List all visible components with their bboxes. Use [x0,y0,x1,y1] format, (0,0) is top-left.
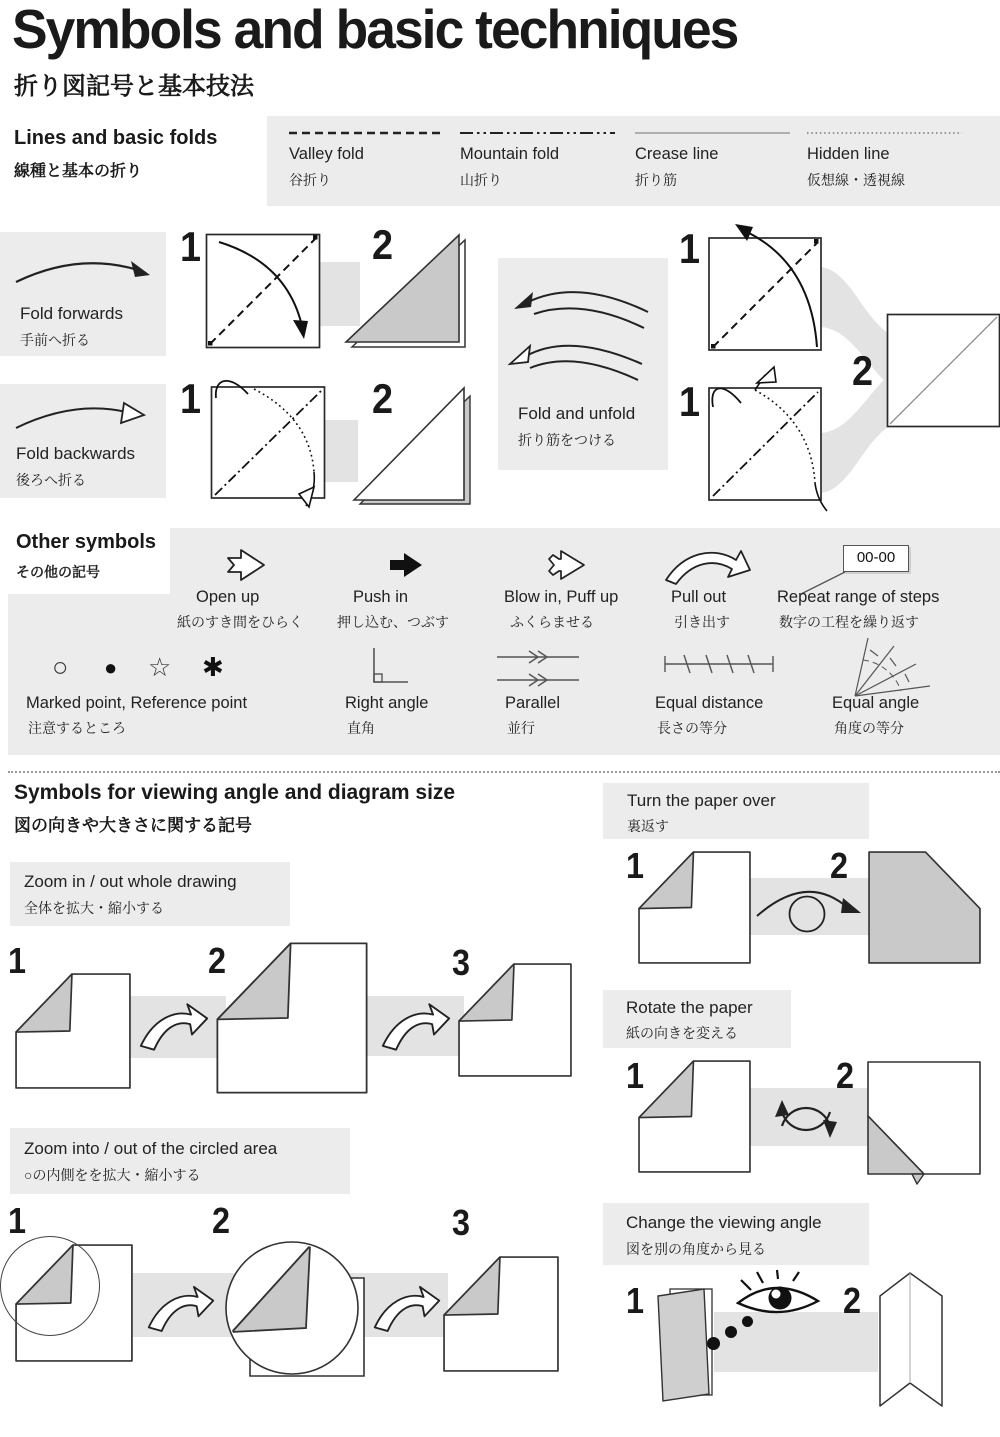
legend-label-jp: 仮想線・透視線 [807,172,905,188]
legend-label: Hidden line [807,145,890,163]
symbol-label: Blow in, Puff up [504,588,619,606]
symbol-label: Right angle [345,694,429,712]
fold-unfold-solid-arrow-icon [512,282,652,334]
step-number: 2 [852,347,872,394]
symbol-label-jp: ふくらませる [510,614,594,630]
step-number: 1 [180,375,200,422]
symbol-label-jp: 紙のすき間をひらく [177,614,303,630]
fold-forwards-box [0,232,166,356]
zoom-arrow-icon [372,1283,442,1333]
valley-fold-line-icon [289,130,444,136]
change-angle-label-jp: 図を別の角度から見る [626,1241,766,1257]
square-with-crease-result [886,313,1000,429]
symbol-label: Push in [353,588,409,606]
fold-unfold-label: Fold and unfold [518,404,636,423]
page-title: Symbols and basic techniques [12,0,738,60]
legend-label-jp: 折り筋 [635,172,677,188]
sight-dot [742,1316,753,1327]
lines-heading: Lines and basic folds [14,127,218,149]
symbol-label-jp: 角度の等分 [834,720,904,736]
symbol-label: Pull out [671,588,727,606]
symbol-label: Equal distance [655,694,764,712]
step-number: 1 [626,845,643,886]
step-number: 2 [212,1200,229,1241]
legend-label-jp: 谷折り [289,172,331,188]
square-valley-unfold-diagram [707,221,827,353]
step-number: 2 [372,221,392,268]
symbol-label: Open up [196,588,260,606]
repeat-steps-badge: 00-00 [843,545,909,572]
step-number: 1 [8,1200,25,1241]
symbol-label-jp: 押し込む、つぶす [337,614,449,630]
fold-forwards-arrow-icon [12,250,152,288]
legend-label: Mountain fold [460,145,560,163]
step-number: 1 [626,1280,643,1321]
paper-with-fold-large [216,942,368,1094]
lines-heading-jp: 線種と基本の折り [14,163,143,180]
step-number: 2 [830,845,847,886]
viewing-heading: Symbols for viewing angle and diagram size [14,781,456,804]
fold-unfold-hollow-arrow-icon [506,338,646,388]
magnified-circle-diagram [224,1240,370,1382]
equal-distance-icon [663,652,775,676]
square-mountain-fold-diagram [210,376,330,508]
fold-backwards-arrow-icon [12,398,157,436]
line-legend-panel [267,116,1000,206]
rotate-label: Rotate the paper [626,998,753,1017]
zoom-whole-label: Zoom in / out whole drawing [24,872,237,891]
parallel-icon [497,650,581,688]
step-number: 2 [836,1055,853,1096]
step-number: 1 [8,940,25,981]
marked-point-circle-icon: ○ [52,652,69,682]
legend-item-hidden-line [807,130,987,190]
paper-turned-over-result [868,851,981,964]
asterisk-point-icon: ✱ [202,652,224,682]
push-in-arrow-icon [388,550,424,580]
paper-with-fold-small [458,963,572,1077]
turn-over-label-jp: 裏返す [627,818,669,834]
rotate-symbol-icon [774,1086,838,1150]
legend-item-valley-fold [289,130,449,190]
mountain-fold-line-icon [460,130,615,136]
other-symbols-heading-jp: その他の記号 [16,564,100,580]
step-number: 1 [679,225,699,272]
zoom-arrow-icon [146,1283,216,1333]
equal-angle-icon [850,636,936,698]
paper-with-fold-small [638,851,751,964]
step-number: 3 [452,1202,469,1243]
zoom-circle-box [10,1128,350,1194]
section-divider [8,771,1000,773]
rotate-label-jp: 紙の向きを変える [626,1025,738,1041]
square-valley-fold-diagram [205,233,323,351]
star-point-icon: ☆ [148,652,172,682]
right-angle-icon [362,646,410,690]
folded-triangle-result [344,232,468,350]
step-number: 1 [679,378,699,425]
symbol-label-jp: 直角 [347,720,375,736]
square-mountain-unfold-diagram [707,363,841,513]
turn-over-label: Turn the paper over [627,791,776,810]
turn-over-box [603,783,869,839]
fold-backwards-box [0,384,166,498]
other-symbols-heading: Other symbols [16,531,157,553]
fold-forwards-label-jp: 手前へ折る [20,332,90,348]
page-subtitle-jp: 折り図記号と基本技法 [14,73,254,100]
zoom-target-circle [0,1236,100,1336]
fold-backwards-label: Fold backwards [16,444,136,463]
paper-with-fold-small [15,973,131,1089]
paper-rotated-result [866,1060,984,1186]
legend-label-jp: 山折り [460,172,502,188]
legend-label: Valley fold [289,145,364,163]
open-up-arrow-icon [226,548,266,582]
zoom-whole-box [10,862,290,926]
paper-with-fold-small [443,1256,559,1372]
rotate-box [603,990,791,1048]
step-number: 2 [843,1280,860,1321]
legend-label: Crease line [635,145,719,163]
step-number: 2 [208,940,225,981]
step-number: 3 [452,942,469,983]
symbol-label: Parallel [505,694,561,712]
legend-item-mountain-fold [460,130,620,190]
fold-backwards-label-jp: 後ろへ折る [16,472,86,488]
crease-line-icon [635,130,790,136]
step-number: 2 [372,375,392,422]
hidden-line-icon [807,130,962,136]
turn-over-symbol-icon [752,884,864,934]
zoom-arrow-icon [380,1000,452,1052]
fold-forwards-label: Fold forwards [20,304,123,323]
zoom-circle-label-jp: ○の内側をを拡大・縮小する [24,1167,201,1183]
symbol-label: Equal angle [832,694,920,712]
sight-dot [725,1326,737,1338]
symbol-label-jp: 注意するところ [28,720,126,736]
paper-with-fold-small [638,1060,751,1173]
step-number: 1 [626,1055,643,1096]
symbol-label-jp: 長さの等分 [657,720,727,736]
fold-unfold-label-jp: 折り筋をつける [518,432,616,448]
symbol-label-jp: 並行 [507,720,535,736]
zoom-whole-label-jp: 全体を拡大・縮小する [24,900,164,916]
zoom-circle-label: Zoom into / out of the circled area [24,1139,278,1158]
paper-side-view-tent [878,1270,944,1410]
blow-in-arrow-icon [545,548,587,582]
change-angle-box [603,1203,869,1265]
step-number: 1 [180,223,200,270]
fold-and-unfold-box [498,258,668,470]
symbol-label: Repeat range of steps [777,588,940,606]
sight-dot [707,1337,720,1350]
symbol-label-jp: 数字の工程を繰り返す [779,614,919,630]
symbol-label-jp: 引き出す [674,614,730,630]
pull-out-arrow-icon [662,544,754,586]
change-angle-label: Change the viewing angle [626,1213,822,1232]
reference-point-dot-icon: ● [104,655,118,680]
symbol-label: Marked point, Reference point [26,694,248,712]
viewing-heading-jp: 図の向きや大きさに関する記号 [14,816,252,835]
folded-back-triangle-result [350,382,476,508]
zoom-arrow-icon [138,1000,210,1052]
eye-icon [735,1270,821,1322]
legend-item-crease-line [635,130,795,190]
